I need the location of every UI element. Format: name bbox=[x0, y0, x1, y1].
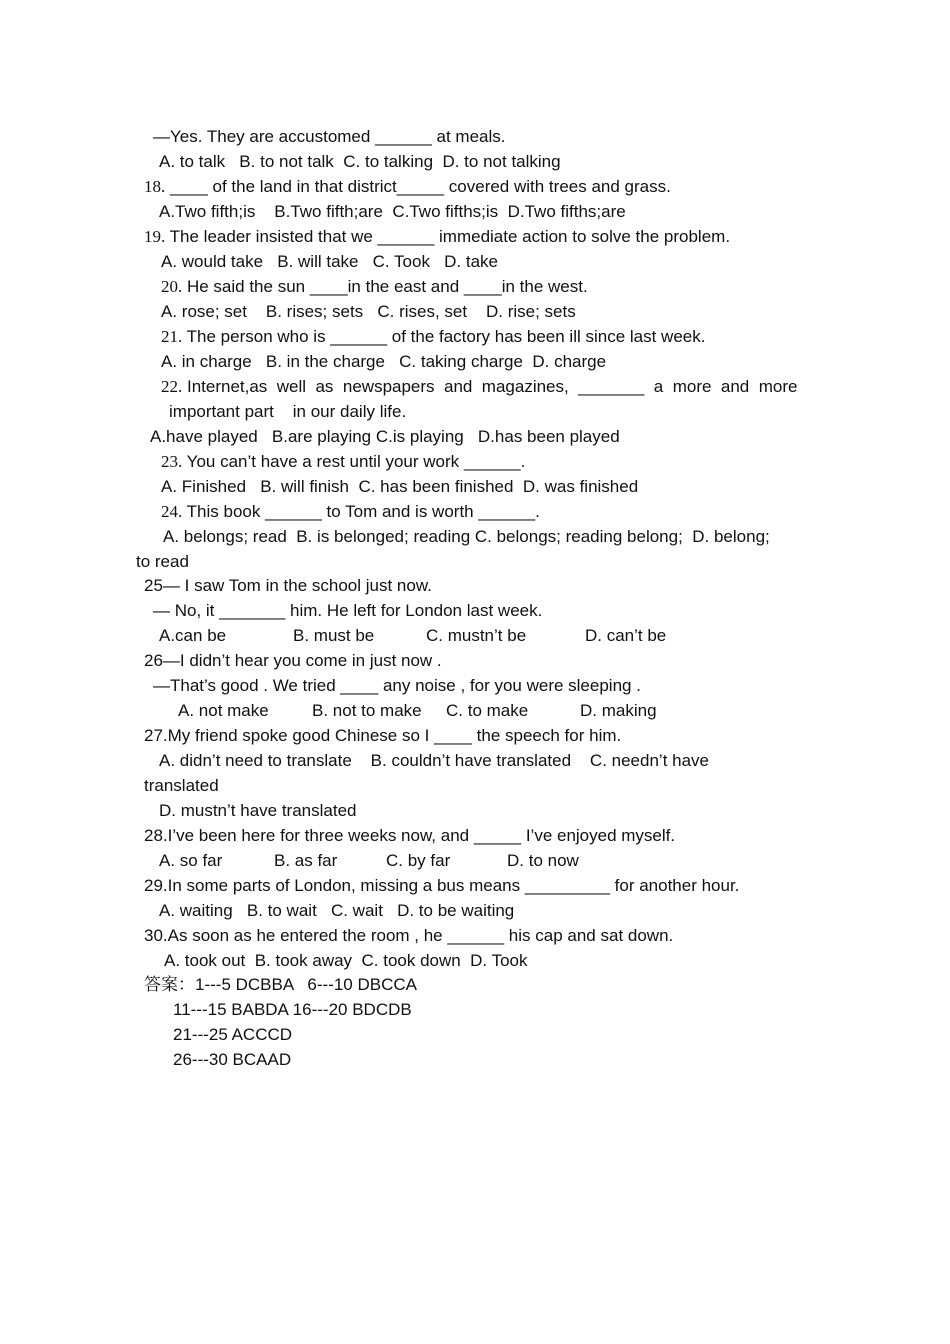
q21-number: 21. bbox=[161, 327, 183, 346]
answer-key-label: 答案： bbox=[144, 975, 195, 994]
q30-options: A. took out B. took away C. took down D. Took bbox=[164, 951, 528, 970]
q25-option-d: D. can’t be bbox=[585, 626, 667, 645]
answer-key-21-25: 21---25 ACCCD bbox=[173, 1025, 293, 1044]
q30-stem: 30.As soon as he entered the room , he ______ his cap and sat down. bbox=[144, 926, 674, 945]
q19-number: 19. bbox=[144, 227, 166, 246]
q25-option-c: C. mustn’t be bbox=[426, 626, 527, 645]
q26-option-a: A. not make bbox=[178, 701, 269, 720]
answer-key-row-1 bbox=[144, 975, 417, 995]
q29-stem: 29.In some parts of London, missing a bus means _________ for another hour. bbox=[144, 876, 740, 895]
q24-options-continued: to read bbox=[136, 552, 189, 571]
q22-text: Internet,as well as newspapers and magazines, _______ a more and more bbox=[182, 377, 798, 396]
q21-options: A. in charge B. in the charge C. taking charge D. charge bbox=[161, 352, 607, 371]
answer-key-11-20: 11---15 BABDA 16---20 BDCDB bbox=[173, 1000, 412, 1019]
q28-option-b: B. as far bbox=[274, 851, 338, 870]
q28-option-a: A. so far bbox=[159, 851, 223, 870]
q18-text: ____ of the land in that district_____ covered with trees and grass. bbox=[165, 177, 671, 196]
q22-stem bbox=[161, 377, 797, 397]
q26-reply: —That’s good . We tried ____ any noise , for you were sleeping . bbox=[153, 676, 641, 695]
q19-stem bbox=[144, 227, 730, 247]
q25-reply: — No, it _______ him. He left for London last week. bbox=[153, 601, 543, 620]
q19-text: The leader insisted that we ______ immediate action to solve the problem. bbox=[165, 227, 731, 246]
q28-option-d: D. to now bbox=[507, 851, 579, 870]
q17-dialog: —Yes. They are accustomed ______ at meals. bbox=[153, 127, 506, 146]
q23-options: A. Finished B. will finish C. has been finished D. was finished bbox=[161, 477, 639, 496]
q28-stem: 28.I’ve been here for three weeks now, and _____ I’ve enjoyed myself. bbox=[144, 826, 676, 845]
q21-text: The person who is ______ of the factory has been ill since last week. bbox=[182, 327, 706, 346]
q29-options: A. waiting B. to wait C. wait D. to be waiting bbox=[159, 901, 515, 920]
q18-options: A.Two fifth;is B.Two fifth;are C.Two fifths;is D.Two fifths;are bbox=[159, 202, 626, 221]
q24-options: A. belongs; read B. is belonged; reading C. belongs; reading belong; D. belong; bbox=[163, 527, 770, 546]
q23-number: 23. bbox=[161, 452, 183, 471]
q27-options-continued: translated bbox=[144, 776, 219, 795]
q28-option-c: C. by far bbox=[386, 851, 451, 870]
q24-number: 24. bbox=[161, 502, 183, 521]
q18-number: 18. bbox=[144, 177, 166, 196]
q22-options: A.have played B.are playing C.is playing D.has been played bbox=[150, 427, 620, 446]
answer-key-26-30: 26---30 BCAAD bbox=[173, 1050, 292, 1069]
q18-stem bbox=[144, 177, 671, 197]
q25-option-a: A.can be bbox=[159, 626, 227, 645]
q19-options: A. would take B. will take C. Took D. take bbox=[161, 252, 498, 271]
q23-stem bbox=[161, 452, 525, 472]
q20-number: 20. bbox=[161, 277, 183, 296]
q22-stem-continued: important part in our daily life. bbox=[169, 402, 407, 421]
q26-option-c: C. to make bbox=[446, 701, 529, 720]
q25-stem: 25— I saw Tom in the school just now. bbox=[144, 576, 432, 595]
q26-option-b: B. not to make bbox=[312, 701, 422, 720]
q17-options: A. to talk B. to not talk C. to talking D. to not talking bbox=[159, 152, 561, 171]
q27-options: A. didn’t need to translate B. couldn’t have translated C. needn’t have bbox=[159, 751, 710, 770]
q20-stem bbox=[161, 277, 588, 297]
q23-text: You can’t have a rest until your work ______. bbox=[182, 452, 526, 471]
q22-number: 22. bbox=[161, 377, 183, 396]
q27-stem: 27.My friend spoke good Chinese so I ____ the speech for him. bbox=[144, 726, 622, 745]
q21-stem bbox=[161, 327, 705, 347]
q24-text: This book ______ to Tom and is worth ______. bbox=[182, 502, 540, 521]
q20-text: He said the sun ____in the east and ____in the west. bbox=[182, 277, 588, 296]
q26-option-d: D. making bbox=[580, 701, 657, 720]
q24-stem bbox=[161, 502, 540, 522]
q27-option-d: D. mustn’t have translated bbox=[159, 801, 357, 820]
answer-key-1-10: 1---5 DCBBA 6---10 DBCCA bbox=[195, 975, 417, 994]
q25-option-b: B. must be bbox=[293, 626, 375, 645]
q26-stem: 26—I didn’t hear you come in just now . bbox=[144, 651, 442, 670]
q20-options: A. rose; set B. rises; sets C. rises, set D. rise; sets bbox=[161, 302, 576, 321]
